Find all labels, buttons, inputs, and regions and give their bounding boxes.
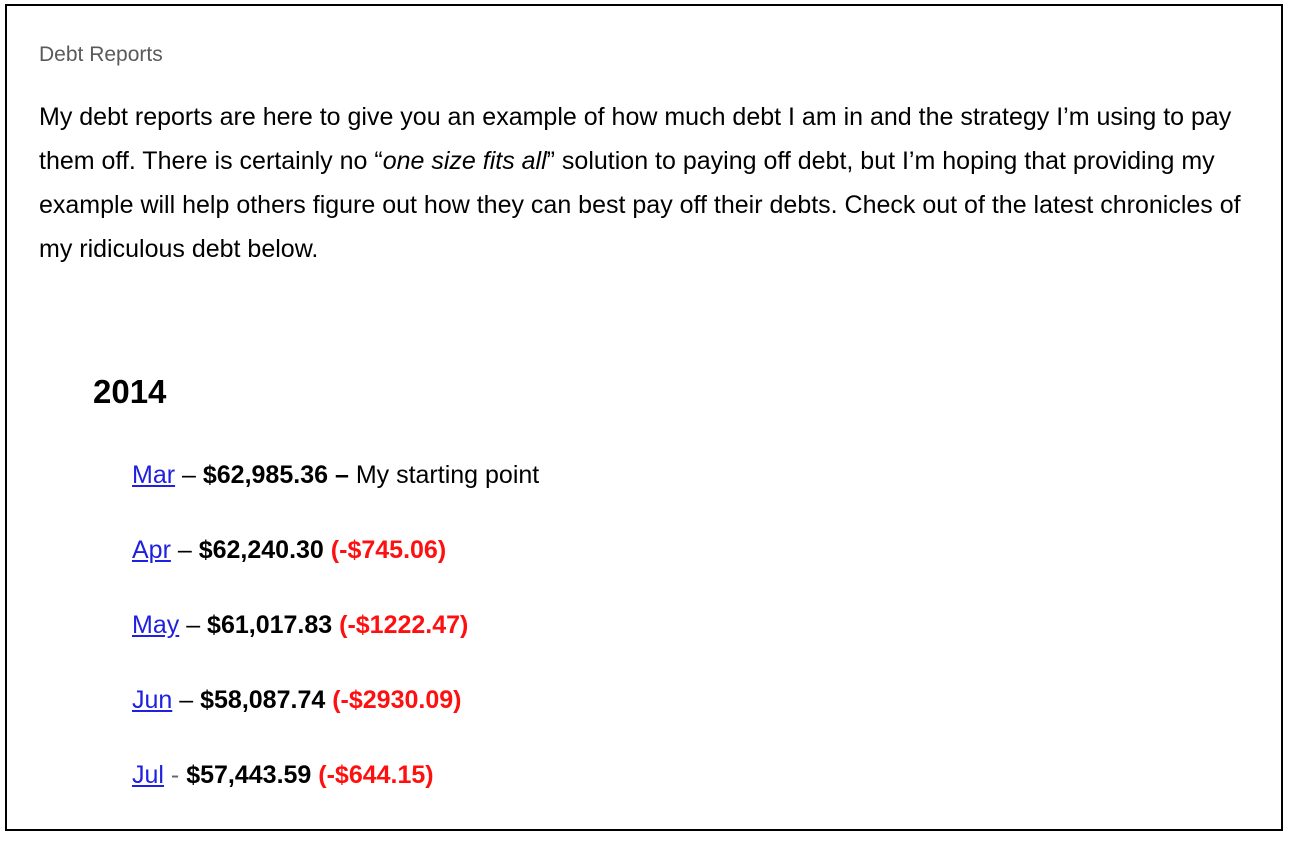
report-item-apr: [132, 528, 539, 572]
separator: –: [182, 461, 196, 489]
report-item-mar: [132, 453, 539, 497]
report-item-jul: [132, 753, 539, 797]
report-link-jun[interactable]: Jun: [132, 686, 173, 714]
separator: –: [186, 611, 201, 639]
debt-amount: $57,443.59: [186, 761, 312, 789]
separator: -: [170, 761, 180, 789]
intro-emphasis: one size fits all: [382, 147, 547, 175]
report-link-may[interactable]: May: [132, 611, 180, 639]
intro-paragraph: [39, 95, 1249, 271]
intro-text-before: My debt reports are here to give you an example of how much debt I am in and the strategy I’m using to pay them off. There is certainly no “: [39, 103, 1232, 175]
debt-amount: $58,087.74: [200, 686, 326, 714]
debt-change: (-$1222.47): [339, 611, 469, 639]
report-link-mar[interactable]: Mar: [132, 461, 176, 489]
year-heading: 2014: [93, 373, 167, 410]
report-list: [132, 453, 539, 828]
report-item-jun: [132, 678, 539, 722]
debt-amount: $62,985.36 –: [202, 461, 349, 489]
report-item-may: [132, 603, 539, 647]
separator: –: [179, 686, 194, 714]
report-link-apr[interactable]: Apr: [132, 536, 171, 564]
report-note: My starting point: [355, 461, 540, 489]
debt-amount: $62,240.30: [198, 536, 324, 564]
separator: –: [177, 536, 192, 564]
debt-change: (-$745.06): [330, 536, 447, 564]
debt-amount: $61,017.83: [207, 611, 333, 639]
debt-change: (-$644.15): [318, 761, 434, 789]
intro-text-after: ” solution to paying off debt, but I’m hoping that providing my example will help others figure out how they can best pay off their debts. Check out of the latest chronicles of my ridiculous debt below.: [39, 147, 1241, 263]
report-link-jul[interactable]: Jul: [132, 761, 164, 789]
debt-change: (-$2930.09): [332, 686, 462, 714]
section-label: Debt Reports: [39, 43, 163, 66]
